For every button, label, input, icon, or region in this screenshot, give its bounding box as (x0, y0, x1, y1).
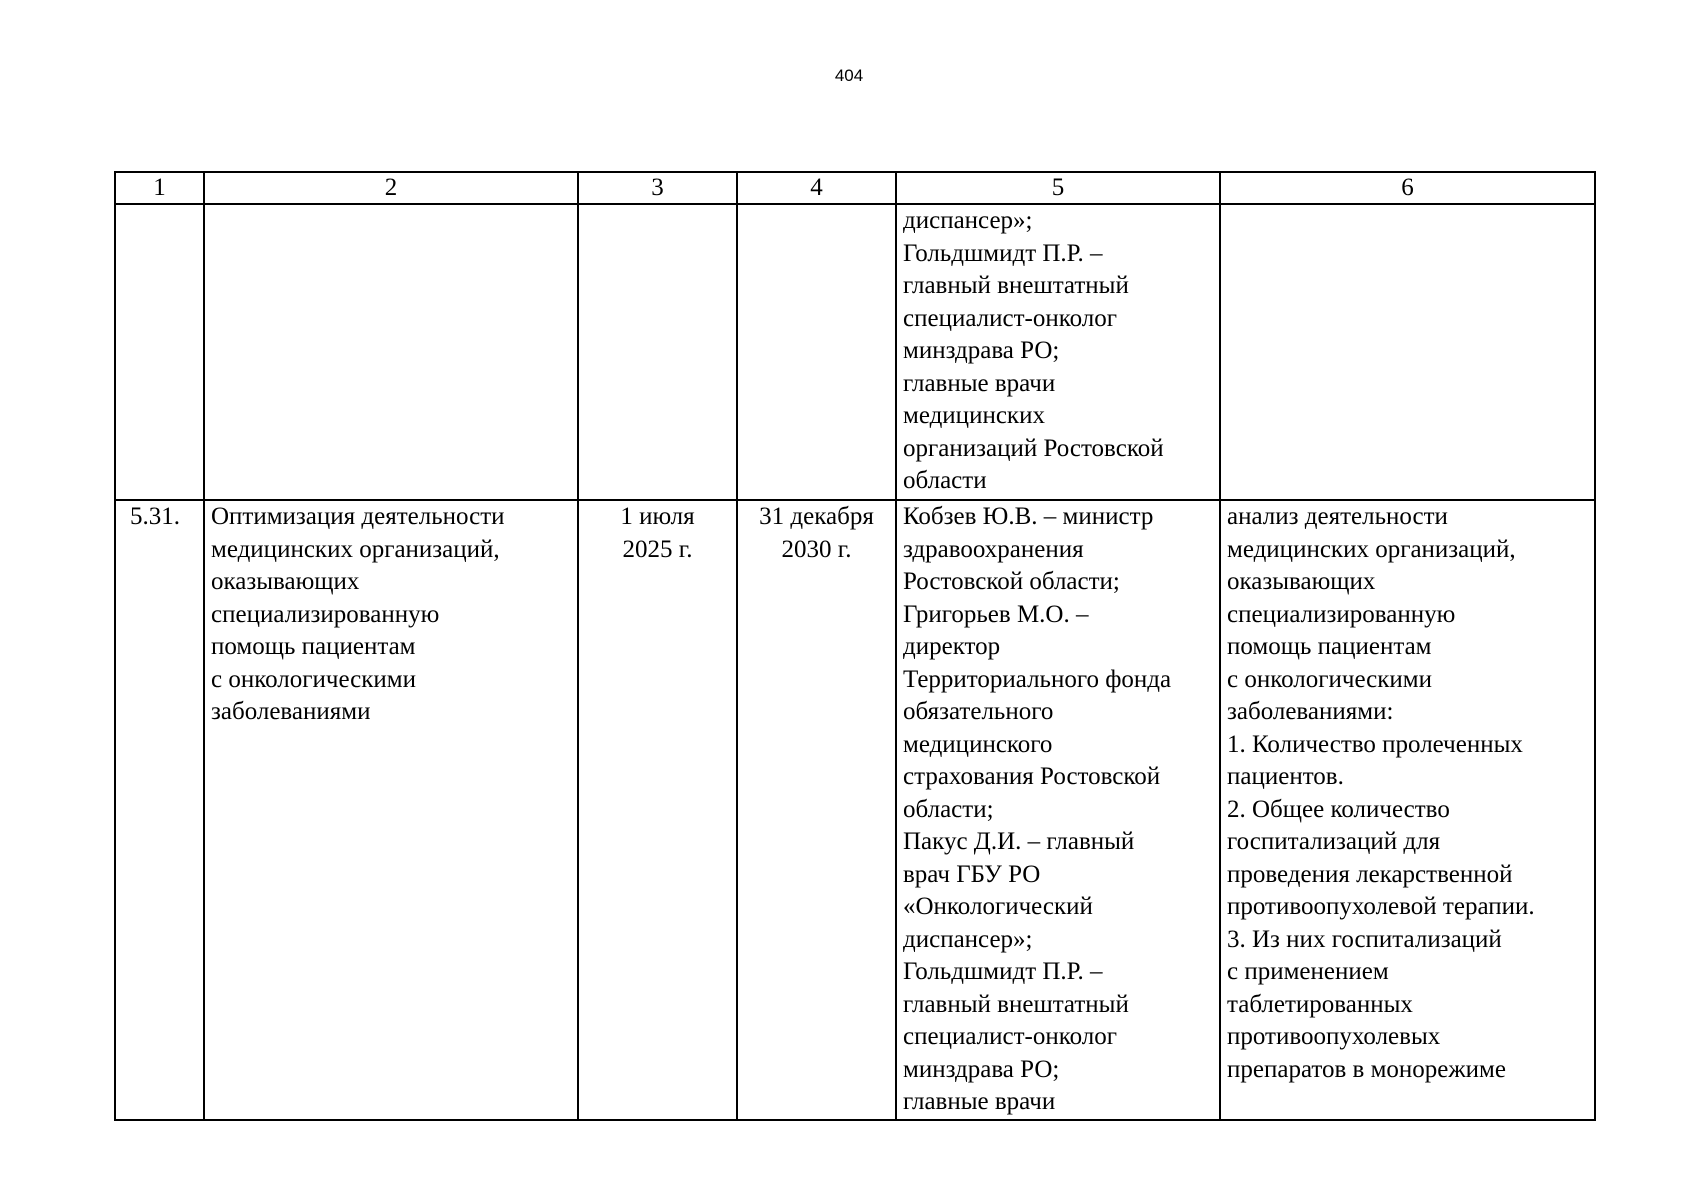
responsible-cell: Кобзев Ю.В. – министр здравоохранения Ростовской области; Григорьев М.О. – директор Территориального фонда обязательного медицинского страхования Ростовской области; Пакус Д.И. – главный врач ГБУ РО «Онкологический диспансер»; Гольдшмидт П.Р. – главный внештатный специалист-онколог минздрава РО; главные врачи (896, 500, 1220, 1120)
column-number-6: 6 (1220, 172, 1595, 204)
column-number-3: 3 (578, 172, 737, 204)
result-cell: анализ деятельности медицинских организаций, оказывающих специализированную помощь пациентам с онкологическими заболеваниями: 1. Количество пролеченных пациентов. 2. Общее количество госпитализаций для проведения лекарственной противоопухолевой терапии. 3. Из них госпитализаций с применением таблетированных противоопухолевых препаратов в монорежиме (1220, 500, 1595, 1120)
table-row (115, 500, 1595, 1120)
activity-cell (204, 204, 578, 500)
responsible-cell: диспансер»; Гольдшмидт П.Р. – главный внештатный специалист-онколог минздрава РО; главные врачи медицинских организаций Ростовской области (896, 204, 1220, 500)
column-number-5: 5 (896, 172, 1220, 204)
plan-table (114, 171, 1596, 1121)
result-cell (1220, 204, 1595, 500)
column-number-4: 4 (737, 172, 896, 204)
row-number-cell (115, 204, 204, 500)
start-date-cell (578, 204, 737, 500)
column-number-row (115, 172, 1595, 204)
activity-cell: Оптимизация деятельности медицинских организаций, оказывающих специализированную помощь пациентам с онкологическими заболеваниями (204, 500, 578, 1120)
start-date-cell: 1 июля 2025 г. (578, 500, 737, 1120)
end-date-cell (737, 204, 896, 500)
page-number: 404 (834, 66, 864, 85)
row-number-cell: 5.31. (115, 500, 204, 1120)
end-date-cell: 31 декабря 2030 г. (737, 500, 896, 1120)
column-number-2: 2 (204, 172, 578, 204)
table-row (115, 204, 1595, 500)
column-number-1: 1 (115, 172, 204, 204)
